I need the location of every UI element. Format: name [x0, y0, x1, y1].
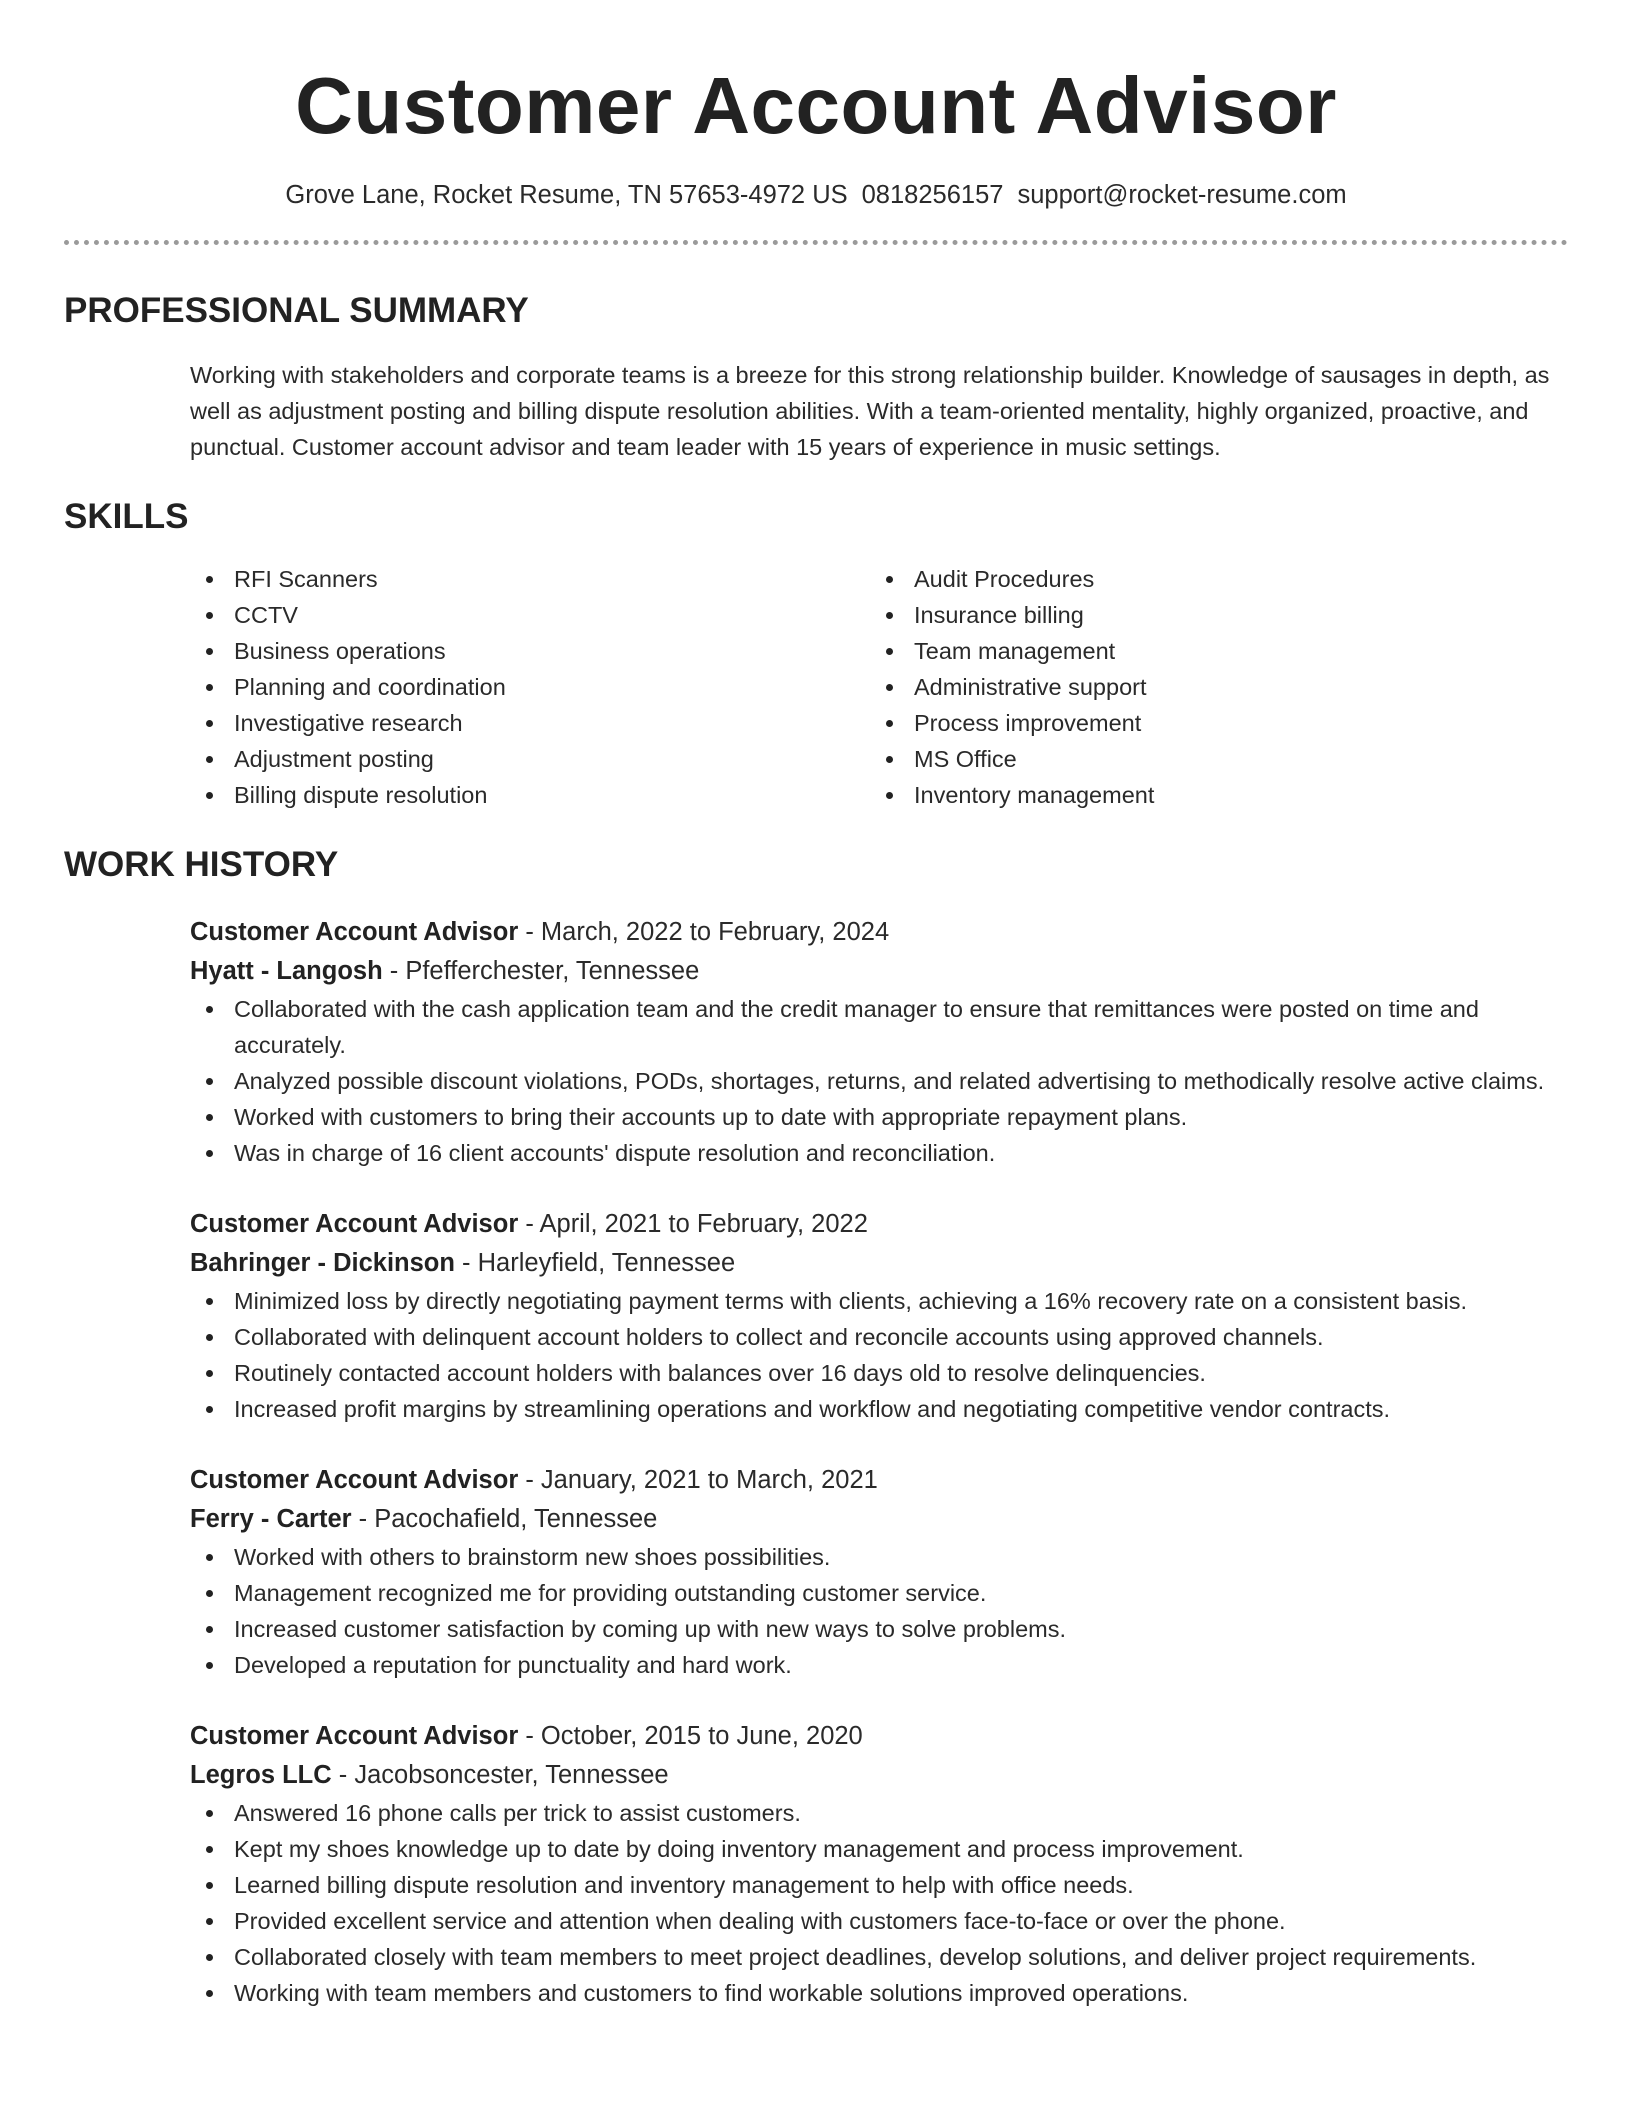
job-bullet: Minimized loss by directly negotiating payment terms with clients, achieving a 16% recovery rate on a consistent basis. — [190, 1283, 1568, 1319]
job-bullet: Collaborated closely with team members to meet project deadlines, develop solutions, and deliver project requirements. — [190, 1939, 1568, 1975]
skill-item: Inventory management — [870, 777, 1550, 813]
job-entry — [190, 1717, 1568, 2011]
skill-item: Investigative research — [190, 705, 870, 741]
job-dates: - October, 2015 to June, 2020 — [518, 1722, 863, 1750]
job-dates: - April, 2021 to February, 2022 — [518, 1210, 868, 1238]
skills-column-right — [870, 561, 1550, 813]
job-title-line — [190, 1717, 1568, 1756]
job-bullet: Answered 16 phone calls per trick to assist customers. — [190, 1795, 1568, 1831]
job-company-line — [190, 952, 1568, 991]
job-company: Legros LLC — [190, 1761, 332, 1789]
job-bullet: Was in charge of 16 client accounts' dispute resolution and reconciliation. — [190, 1135, 1568, 1171]
skill-item: Process improvement — [870, 705, 1550, 741]
job-bullets — [190, 1283, 1568, 1427]
job-location: - Harleyfield, Tennessee — [454, 1249, 736, 1277]
job-location: - Jacobsoncester, Tennessee — [331, 1761, 669, 1789]
job-bullet: Collaborated with the cash application team and the credit manager to ensure that remittances were posted on time and accurately. — [190, 991, 1568, 1063]
job-bullet: Increased customer satisfaction by coming up with new ways to solve problems. — [190, 1611, 1568, 1647]
skill-item: CCTV — [190, 597, 870, 633]
contact-address: Grove Lane, Rocket Resume, TN 57653-4972 US — [285, 181, 848, 209]
job-bullets — [190, 991, 1568, 1171]
job-role: Customer Account Advisor — [190, 1722, 519, 1750]
job-role: Customer Account Advisor — [190, 1466, 519, 1494]
job-company: Hyatt - Langosh — [190, 957, 383, 985]
skill-item: RFI Scanners — [190, 561, 870, 597]
job-dates: - January, 2021 to March, 2021 — [518, 1466, 878, 1494]
job-location: - Pfefferchester, Tennessee — [382, 957, 700, 985]
skill-item: MS Office — [870, 741, 1550, 777]
job-company-line — [190, 1500, 1568, 1539]
job-bullet: Management recognized me for providing outstanding customer service. — [190, 1575, 1568, 1611]
job-bullets — [190, 1539, 1568, 1683]
contact-email[interactable]: support@rocket-resume.com — [1017, 181, 1347, 209]
job-bullets — [190, 1795, 1568, 2011]
contact-phone: 0818256157 — [861, 181, 1004, 209]
job-bullet: Analyzed possible discount violations, PODs, shortages, returns, and related advertising to methodically resolve active claims. — [190, 1063, 1568, 1099]
job-location: - Pacochafield, Tennessee — [351, 1505, 658, 1533]
resume-page — [64, 0, 1568, 2011]
skill-item: Administrative support — [870, 669, 1550, 705]
skills-column-left — [190, 561, 870, 813]
job-bullet: Kept my shoes knowledge up to date by doing inventory management and process improvement. — [190, 1831, 1568, 1867]
skill-item: Audit Procedures — [870, 561, 1550, 597]
job-company: Ferry - Carter — [190, 1505, 352, 1533]
skills-heading: SKILLS — [64, 497, 189, 536]
job-bullet: Developed a reputation for punctuality and hard work. — [190, 1647, 1568, 1683]
job-role: Customer Account Advisor — [190, 1210, 519, 1238]
job-role: Customer Account Advisor — [190, 918, 519, 946]
skills-list — [190, 561, 1568, 813]
skill-item: Billing dispute resolution — [190, 777, 870, 813]
header-divider — [64, 240, 1568, 245]
candidate-name: Customer Account Advisor — [295, 61, 1337, 150]
skill-item: Planning and coordination — [190, 669, 870, 705]
job-bullet: Routinely contacted account holders with balances over 16 days old to resolve delinquencies. — [190, 1355, 1568, 1391]
job-bullet: Worked with customers to bring their accounts up to date with appropriate repayment plans. — [190, 1099, 1568, 1135]
skill-item: Business operations — [190, 633, 870, 669]
job-bullet: Provided excellent service and attention when dealing with customers face-to-face or over the phone. — [190, 1903, 1568, 1939]
skill-item: Adjustment posting — [190, 741, 870, 777]
work-history-heading: WORK HISTORY — [64, 845, 339, 884]
job-title-line — [190, 1205, 1568, 1244]
summary-heading: PROFESSIONAL SUMMARY — [64, 291, 529, 330]
job-entry — [190, 1461, 1568, 1683]
job-title-line — [190, 913, 1568, 952]
skill-item: Team management — [870, 633, 1550, 669]
job-bullet: Working with team members and customers to find workable solutions improved operations. — [190, 1975, 1568, 2011]
job-company-line — [190, 1244, 1568, 1283]
job-bullet: Increased profit margins by streamlining operations and workflow and negotiating competitive vendor contracts. — [190, 1391, 1568, 1427]
job-bullet: Learned billing dispute resolution and inventory management to help with office needs. — [190, 1867, 1568, 1903]
job-bullet: Worked with others to brainstorm new shoes possibilities. — [190, 1539, 1568, 1575]
job-company-line — [190, 1756, 1568, 1795]
contact-line — [64, 178, 1568, 212]
job-entry — [190, 1205, 1568, 1427]
job-company: Bahringer - Dickinson — [190, 1249, 455, 1277]
job-entry — [190, 913, 1568, 1171]
job-bullet: Collaborated with delinquent account holders to collect and reconcile accounts using approved channels. — [190, 1319, 1568, 1355]
job-dates: - March, 2022 to February, 2024 — [518, 918, 890, 946]
summary-text: Working with stakeholders and corporate teams is a breeze for this strong relationship builder. Knowledge of sausages in depth, as well as adjustment posting and billing dispute resolution abilities. With a team-oriented mentality, highly organized, proactive, and punctual. Customer account advisor and team leader with 15 years of experience in music settings. — [190, 362, 1550, 460]
skill-item: Insurance billing — [870, 597, 1550, 633]
job-title-line — [190, 1461, 1568, 1500]
